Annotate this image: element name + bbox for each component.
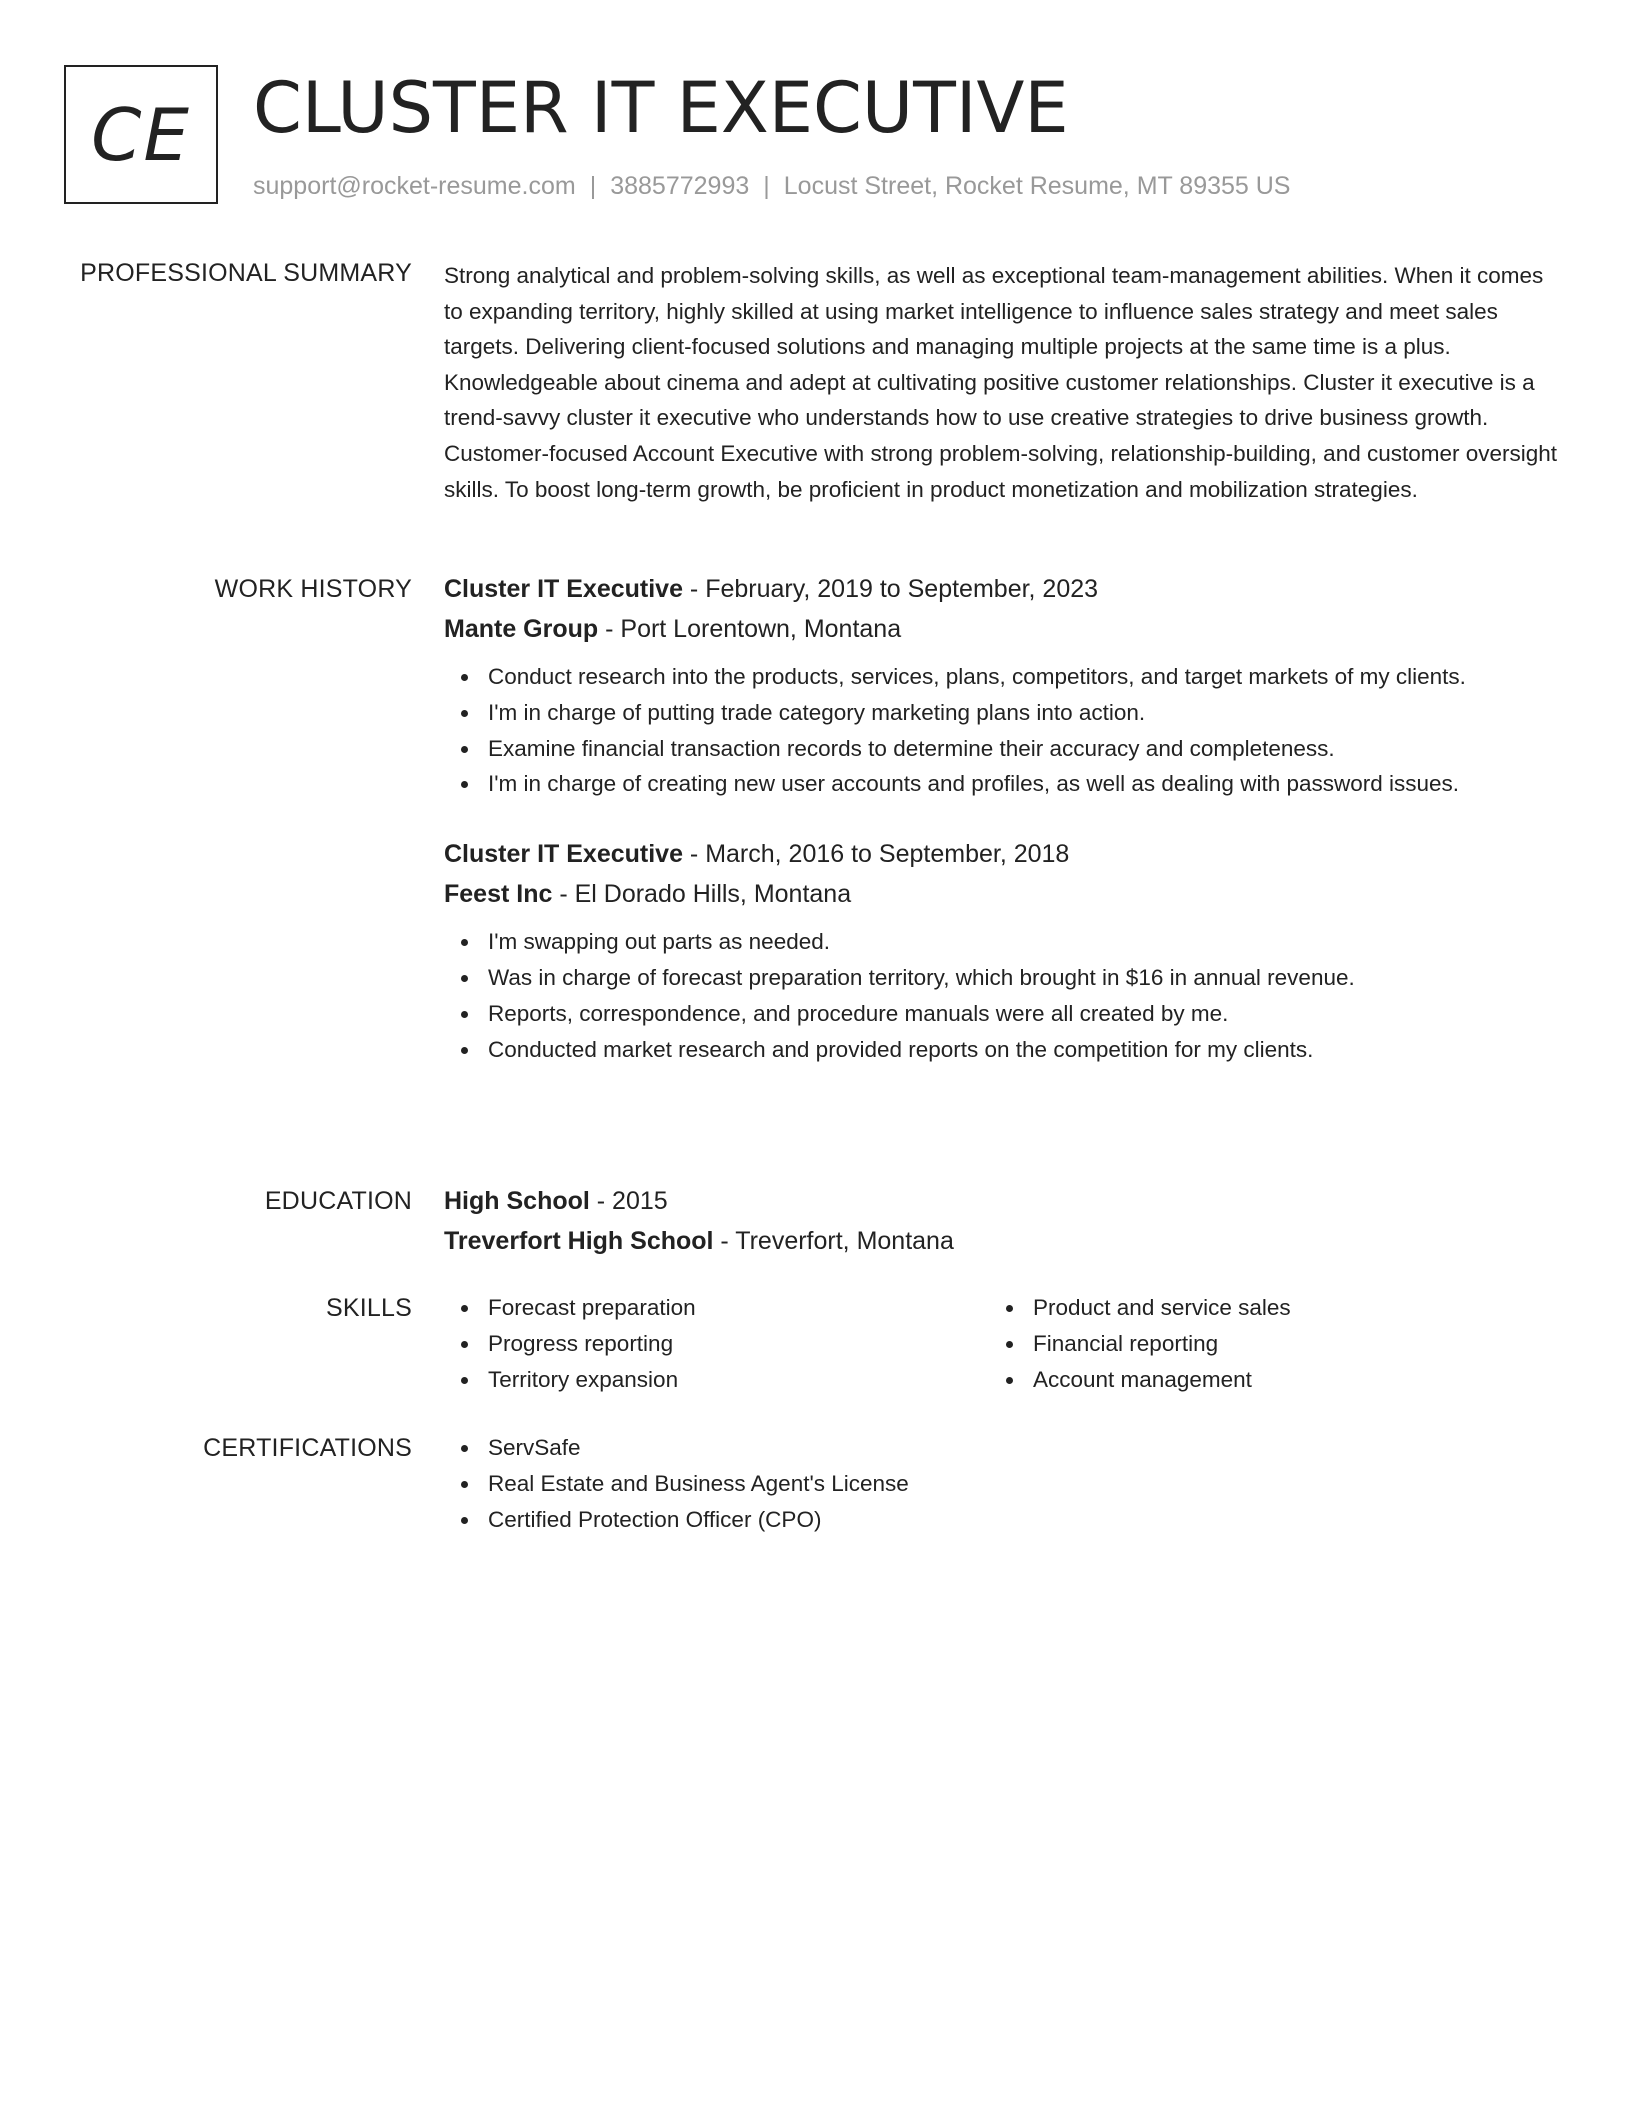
job-title-line <box>444 834 1564 874</box>
skill-item: Progress reporting <box>488 1326 989 1362</box>
job-org-line <box>444 874 1564 914</box>
resume-header <box>64 65 1584 210</box>
education-school: Treverfort High School <box>444 1227 714 1255</box>
job-bullets <box>444 659 1564 802</box>
skills-body <box>444 1290 1564 1397</box>
job-title-line <box>444 569 1564 609</box>
resume-name: CLUSTER IT EXECUTIVE <box>253 67 1069 149</box>
job-title: Cluster IT Executive <box>444 575 683 603</box>
skills-list <box>989 1290 1534 1397</box>
section-label-education: EDUCATION <box>264 1187 412 1215</box>
job-bullet: Conduct research into the products, services, plans, competitors, and target markets of my clients. <box>488 659 1564 695</box>
summary-text: Strong analytical and problem-solving skills, as well as exceptional team-management abilities. When it comes to expanding territory, highly skilled at using market intelligence to influence sales strategy and meet sales targets. Delivering client-focused solutions and managing multiple projects at the same time is a plus. Knowledgeable about cinema and adept at cultivating positive customer relationships. Cluster it executive is a trend-savvy cluster it executive who understands how to use creative strategies to drive business growth. Customer-focused Account Executive with strong problem-solving, relationship-building, and customer oversight skills. To boost long-term growth, be proficient in product monetization and mobilization strategies. <box>444 263 1558 502</box>
job-entry <box>444 834 1564 1067</box>
job-dates: - March, 2016 to September, 2018 <box>682 840 1070 869</box>
contact-separator: | <box>589 172 597 200</box>
job-bullet: I'm in charge of putting trade category marketing plans into action. <box>488 695 1564 731</box>
skill-item: Forecast preparation <box>488 1290 989 1326</box>
job-bullet: I'm swapping out parts as needed. <box>488 924 1564 960</box>
certification-item: Real Estate and Business Agent's License <box>488 1466 1564 1502</box>
job-bullet: I'm in charge of creating new user accounts and profiles, as well as dealing with password issues. <box>488 766 1564 802</box>
monogram-logo: CE <box>64 65 218 204</box>
certifications-body <box>444 1430 1564 1537</box>
skill-item: Territory expansion <box>488 1362 989 1398</box>
skills-grid <box>444 1290 1564 1397</box>
contact-separator: | <box>763 172 770 200</box>
job-bullet: Examine financial transaction records to determine their accuracy and completeness. <box>488 731 1564 767</box>
education-degree-line <box>444 1181 1564 1221</box>
skills-list <box>444 1290 989 1397</box>
skills-column-left <box>444 1290 989 1397</box>
skills-column-right <box>989 1290 1534 1397</box>
section-label-certifications: CERTIFICATIONS <box>203 1434 412 1462</box>
job-company: Feest Inc <box>444 880 553 909</box>
skill-item: Product and service sales <box>1033 1290 1534 1326</box>
education-degree: High School <box>444 1187 590 1215</box>
contact-line <box>253 171 1290 201</box>
job-entry <box>444 569 1564 802</box>
job-location: - Port Lorentown, Montana <box>598 615 902 643</box>
certification-item: ServSafe <box>488 1430 1564 1466</box>
education-location: - Treverfort, Montana <box>713 1227 954 1255</box>
skill-item: Financial reporting <box>1033 1326 1534 1362</box>
job-bullet: Reports, correspondence, and procedure manuals were all created by me. <box>488 996 1564 1032</box>
contact-email: support@rocket-resume.com <box>253 172 576 200</box>
skill-item: Account management <box>1033 1362 1534 1398</box>
job-bullet: Conducted market research and provided reports on the competition for my clients. <box>488 1032 1564 1068</box>
job-location: - El Dorado Hills, Montana <box>552 880 852 909</box>
work-history-body <box>444 569 1564 1067</box>
job-org-line <box>444 609 1564 649</box>
education-school-line <box>444 1221 1564 1261</box>
education-year: - 2015 <box>589 1187 668 1215</box>
section-label-work-history: WORK HISTORY <box>214 575 412 603</box>
job-bullet: Was in charge of forecast preparation territory, which brought in $16 in annual revenue. <box>488 960 1564 996</box>
summary-body <box>444 258 1564 507</box>
section-label-skills: SKILLS <box>326 1294 412 1322</box>
certifications-list <box>444 1430 1564 1537</box>
job-company: Mante Group <box>444 615 599 643</box>
job-title: Cluster IT Executive <box>444 840 683 869</box>
education-body <box>444 1181 1564 1261</box>
section-label-summary: PROFESSIONAL SUMMARY <box>80 259 412 287</box>
job-bullets <box>444 924 1564 1067</box>
contact-phone: 3885772993 <box>610 172 750 200</box>
certification-item: Certified Protection Officer (CPO) <box>488 1502 1564 1538</box>
job-dates: - February, 2019 to September, 2023 <box>682 575 1099 603</box>
contact-address: Locust Street, Rocket Resume, MT 89355 US <box>783 172 1291 200</box>
